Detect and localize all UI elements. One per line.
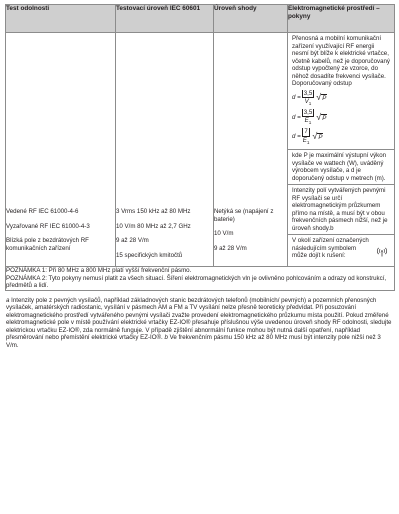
compliance-vedene: Netýká se (napájení z baterie) bbox=[214, 208, 274, 223]
guidance-paragraph-4: V okolí zařízení označených následujícím symbolem může dojít k rušení: bbox=[292, 237, 369, 260]
note-2: POZNÁMKA 2: Tyto pokyny nemusí platit za všech situací. Šíření elektromagnetických vln je ovlivněno pohlcováním a odrazy od konstrukcí, předmětů a lidí. bbox=[6, 274, 387, 289]
guidance-paragraph-3: Intenzity polí vytvářených pevnými RF vysílači se určí elektromagnetickým průzkumem přímo na místě, a musí být v obou frekvenčních pásmech nižší, než je úroveň shody.b bbox=[288, 185, 394, 235]
footnote-marker-a: a bbox=[6, 296, 10, 304]
formula-den-var: E bbox=[302, 136, 307, 144]
table-header-row bbox=[6, 5, 395, 33]
formula-numerator: 3,5 bbox=[303, 89, 313, 97]
cell-guidance bbox=[288, 33, 395, 267]
guidance-block-separation bbox=[288, 33, 394, 150]
formula-lhs: d = bbox=[292, 133, 301, 141]
formula-fraction bbox=[302, 109, 315, 126]
formula-radicand: P bbox=[322, 95, 327, 103]
formula-2 bbox=[292, 109, 390, 126]
notes-cell bbox=[6, 267, 395, 291]
formula-fraction bbox=[302, 128, 311, 145]
level-frequencies: 15 specifických kmitočtů bbox=[116, 251, 183, 259]
formula-fraction bbox=[302, 90, 315, 107]
formula-1 bbox=[292, 90, 390, 107]
cell-compliance-levels bbox=[214, 33, 288, 267]
formula-den-var: V bbox=[304, 98, 309, 105]
level-blizka-pole: 9 až 28 V/m bbox=[116, 237, 149, 244]
footnote bbox=[5, 291, 394, 350]
table-notes-row bbox=[6, 267, 395, 291]
header-uroven-shody: Úroveň shody bbox=[214, 5, 288, 33]
formula-den-sub: 1 bbox=[308, 120, 312, 126]
header-prostredi-pokyny: Elektromagnetické prostředí – pokyny bbox=[288, 5, 395, 33]
sqrt-symbol: √ P bbox=[316, 111, 327, 122]
table-data-row bbox=[6, 33, 395, 267]
footnote-text-a: Intenzity pole z pevných vysílačů, například základnových stanic bezdrátových telefonů (mobilních/ pevných) a pozemních přenosných vysílaček, amatérských radiostanic, vysílání v pásmech AM a FM a TV vysílání nelze přesně teoreticky předvídat. Při posuzování elektromagnetického prostředí vytvářeného pevnými vysílači zvažte provedení elektromagnetického průzkumu místa použití. Pokud změřené elektromagnetické pole v místě používání elektrické vrtačky EZ-IO® přesahuje příslušnou výše uvedenou úroveň shody RF odolnosti, sledujte elektrickou vrtačku EZ-IO®, zda normálně funguje. V případě zjištění abnormální funkce mohou být nutná další opatření, například přesměrování nebo přemístění elektrické vrtačky EZ-IO®. bbox=[6, 296, 392, 341]
guidance-paragraph-2: kde P je maximální výstupní výkon vysílače ve wattech (W), uváděný výrobcem vysílače, a d je doporučený odstup v metrech (m). bbox=[288, 150, 394, 185]
formula-den-sub: 1 bbox=[308, 101, 312, 107]
guidance-paragraph-1: Přenosná a mobilní komunikační zařízení využívající RF energii nesmí být blíže k elektrické vrtačce, včetně kabelů, než je doporučovaný odstup vypočtený ze vzorce, do něhož dosadíte frekvenci vysílače. Doporučovaný odstup bbox=[292, 35, 390, 87]
formula-numerator: 3,5 bbox=[303, 108, 313, 116]
test-vedene-rf: Vedené RF IEC 61000-4-6 bbox=[6, 208, 79, 215]
formula-numerator: 7 bbox=[304, 128, 308, 136]
cell-test-levels bbox=[116, 33, 214, 267]
header-testovaci-uroven: Testovací úroveň IEC 60601 bbox=[116, 5, 214, 33]
cell-test-names bbox=[6, 33, 116, 267]
non-ionizing-radiation-icon bbox=[376, 246, 388, 258]
test-vyzarovane-rf: Vyzařované RF IEC 61000-4-3 bbox=[6, 222, 90, 230]
document-page bbox=[5, 4, 394, 349]
formula-lhs: d = bbox=[292, 94, 301, 102]
footnote-text-b: Ve frekvenčním pásmu 150 kHz až 80 MHz musí být intenzity pole nižší než 3 V/m. bbox=[6, 334, 381, 349]
level-vedene: 3 Vrms 150 kHz až 80 MHz bbox=[116, 208, 191, 215]
compliance-blizka-pole: 9 až 28 V/m bbox=[214, 244, 247, 252]
formula-lhs: d = bbox=[292, 113, 301, 121]
formula-radicand: P bbox=[322, 114, 327, 122]
immunity-table bbox=[5, 4, 395, 291]
formula-3 bbox=[292, 128, 390, 145]
formula-den-sub: 1 bbox=[306, 139, 310, 145]
test-blizka-pole: Blízká pole z bezdrátových RF komunikačních zařízení bbox=[6, 237, 89, 252]
formula-den-var: E bbox=[304, 117, 309, 125]
level-vyzarovane: 10 V/m 80 MHz až 2,7 GHz bbox=[116, 222, 191, 230]
formula-radicand: P bbox=[318, 134, 323, 142]
sqrt-symbol: √ P bbox=[312, 131, 323, 142]
note-1: POZNÁMKA 1: Při 80 MHz a 800 MHz platí vyšší frekvenční pásmo. bbox=[6, 267, 192, 274]
sqrt-symbol: √ P bbox=[316, 92, 327, 103]
header-test-odolnosti: Test odolnosti bbox=[6, 5, 116, 33]
compliance-vyzarovane: 10 V/m bbox=[214, 230, 234, 237]
footnote-marker-b: b bbox=[164, 334, 168, 341]
guidance-block-symbol bbox=[288, 235, 394, 262]
